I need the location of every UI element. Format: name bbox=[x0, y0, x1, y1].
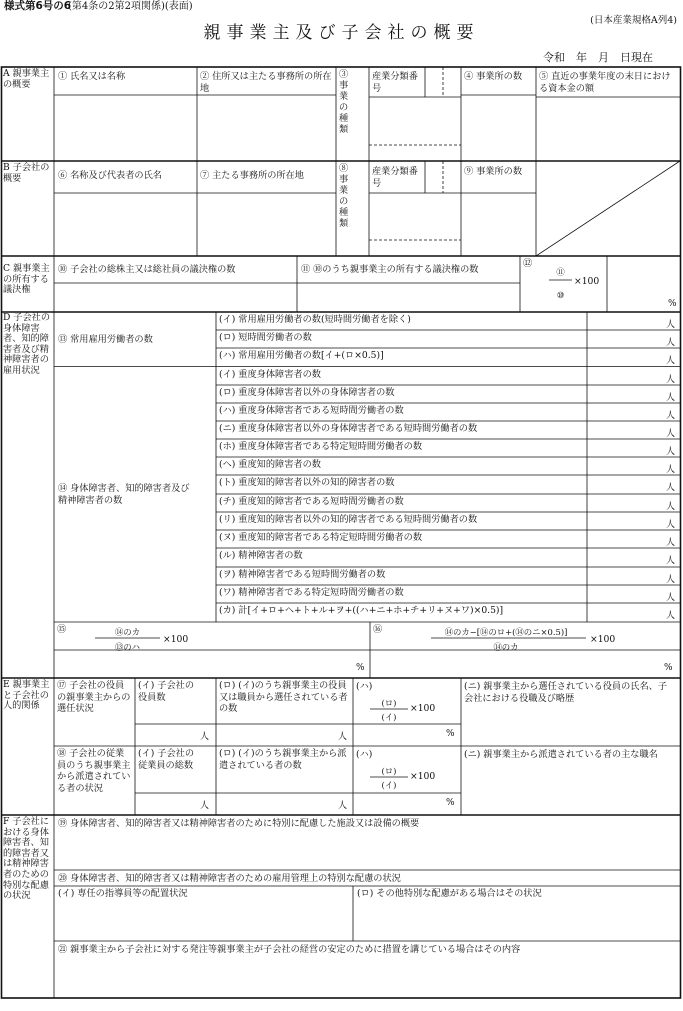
input-office-count-a[interactable] bbox=[462, 96, 535, 160]
field-11-label: ⑪ ⑩のうち親事業主の所有する議決権の数 bbox=[301, 264, 479, 275]
input-name[interactable] bbox=[55, 96, 196, 160]
regular-workers-row-unit: 人 bbox=[666, 320, 676, 330]
disabled-workers-row-count-input[interactable] bbox=[588, 386, 668, 402]
disabled-workers-row-unit: 人 bbox=[666, 465, 676, 475]
disabled-workers-row-label: (カ) 計[イ+ロ+ヘ+ト+ル+ヲ+((ハ+ニ+ホ+チ+リ+ヌ+ワ)×0.5)] bbox=[219, 605, 504, 616]
field-17-label: ⑰ 子会社の役員の親事業主からの選任状況 bbox=[57, 680, 131, 714]
input-office-count-b[interactable] bbox=[462, 194, 535, 255]
disabled-workers-row-label: (ワ) 精神障害者である特定短時間労働者の数 bbox=[219, 587, 404, 598]
disabled-workers-row-unit: 人 bbox=[666, 375, 676, 385]
industry-code-label-b: 産業分類番号 bbox=[372, 166, 418, 189]
regular-workers-row-label: (ハ) 常用雇用労働者の数[イ+(ロ×0.5)] bbox=[219, 350, 384, 361]
field-17-times100: ×100 bbox=[410, 703, 436, 714]
field-12-percent: % bbox=[668, 299, 677, 309]
field-16-denominator: ⑭のカ bbox=[493, 642, 519, 652]
field-12-denominator: ⑩ bbox=[556, 290, 565, 300]
form-number: 様式第6号の6 bbox=[4, 0, 72, 12]
input-voting-rights-total[interactable] bbox=[55, 284, 296, 311]
disabled-workers-row-label: (ホ) 重度身体障害者である特定短時間労働者の数 bbox=[219, 441, 423, 452]
field-12-times100: ×100 bbox=[574, 276, 600, 287]
section-e-label: E 親事業主と子会社の人的関係 bbox=[3, 679, 50, 712]
input-capital[interactable] bbox=[537, 98, 679, 160]
section-c-label: C 親事業主の所有する議決権 bbox=[3, 263, 50, 296]
field-1-label: ① 氏名又は名称 bbox=[58, 71, 126, 82]
field-13-label: ⑬ 常用雇用労働者の数 bbox=[58, 334, 153, 345]
disabled-workers-row-count-input[interactable] bbox=[588, 422, 668, 438]
disabled-workers-row-unit: 人 bbox=[666, 393, 676, 403]
disabled-workers-row-label: (リ) 重度知的障害者以外の知的障害者である短時間労働者の数 bbox=[219, 514, 478, 525]
field-15-percent: % bbox=[356, 663, 365, 673]
field-2-label: ② 住所又は主たる事務所の所在地 bbox=[200, 71, 332, 94]
form-subtitle: (第4条の2第2項関係)(表面) bbox=[68, 1, 193, 12]
page-title: 親事業主及び子会社の概要 bbox=[203, 23, 480, 43]
disabled-workers-row-label: (チ) 重度知的障害者である短時間労働者の数 bbox=[219, 496, 404, 507]
field-3-label: ③ 事業の種類 bbox=[339, 69, 349, 135]
date-label: 令和 年 月 日現在 bbox=[543, 51, 653, 64]
disabled-workers-row-count-input[interactable] bbox=[588, 404, 668, 420]
field-20-i-label: (イ) 専任の指導員等の配置状況 bbox=[58, 888, 188, 899]
input-employment-rate[interactable] bbox=[55, 651, 350, 677]
disabled-workers-row-label: (ロ) 重度身体障害者以外の身体障害者の数 bbox=[219, 387, 395, 398]
input-dispatched-titles[interactable] bbox=[462, 770, 679, 814]
field-18-label: ⑱ 子会社の従業員のうち親事業主から派遣されている者の状況 bbox=[57, 748, 131, 794]
disabled-workers-row-unit: 人 bbox=[666, 411, 676, 421]
disabled-workers-row-unit: 人 bbox=[666, 502, 676, 512]
input-instructor-placement[interactable] bbox=[55, 901, 352, 940]
disabled-workers-row-unit: 人 bbox=[666, 575, 676, 585]
field-17-numerator: (ロ) bbox=[381, 698, 397, 708]
disabled-workers-row-count-input[interactable] bbox=[588, 440, 668, 456]
field-4-label: ④ 事業所の数 bbox=[464, 71, 523, 82]
field-18-i-unit: 人 bbox=[200, 801, 210, 811]
field-18-ha-percent: % bbox=[446, 798, 455, 808]
input-subsidiary-name[interactable] bbox=[55, 194, 196, 255]
field-17-ni-label: (ニ) 親事業主から選任されている役員の氏名、子会社における役職及び略歴 bbox=[464, 681, 668, 704]
field-21-label: ㉑ 親事業主から子会社に対する発注等親事業主が子会社の経営の安定のために措置を講じている場合はその内容 bbox=[58, 944, 521, 955]
field-15-label: ⑮ bbox=[57, 624, 67, 635]
field-16-numerator: ⑭のカ−[⑭のロ+(⑭のニ×0.5)] bbox=[444, 627, 568, 637]
disabled-workers-row-label: (ヲ) 精神障害者である短時間労働者の数 bbox=[219, 569, 386, 580]
field-17-ro-label: (ロ) (イ)のうち親事業主の役員又は職員から選任されている者の数 bbox=[219, 680, 348, 714]
disabled-workers-row-count-input[interactable] bbox=[588, 586, 668, 602]
input-subsidiary-address[interactable] bbox=[198, 194, 335, 255]
field-18-i-label: (イ) 子会社の従業員の総数 bbox=[138, 748, 195, 771]
disabled-workers-row-unit: 人 bbox=[666, 556, 676, 566]
disabled-workers-row-unit: 人 bbox=[666, 520, 676, 530]
input-parent-measures[interactable] bbox=[55, 957, 679, 997]
field-18-denominator: (イ) bbox=[381, 780, 397, 790]
field-5-label: ⑤ 直近の事業年度の末日における資本金の額 bbox=[539, 71, 671, 94]
field-17-denominator: (イ) bbox=[381, 712, 397, 722]
field-7-label: ⑦ 主たる事務所の所在地 bbox=[200, 170, 304, 181]
disabled-workers-row-label: (ヌ) 重度知的障害者である特定短時間労働者の数 bbox=[219, 532, 423, 543]
disabled-workers-row-label: (ト) 重度知的障害者以外の知的障害者の数 bbox=[219, 477, 395, 488]
disabled-workers-row-label: (イ) 重度身体障害者の数 bbox=[219, 369, 321, 380]
disabled-workers-row-unit: 人 bbox=[666, 429, 676, 439]
regular-workers-row-count-input[interactable] bbox=[588, 349, 668, 365]
disabled-workers-row-count-input[interactable] bbox=[588, 458, 668, 474]
field-20-label: ⑳ 身体障害者、知的障害者又は精神障害者のための雇用管理上の特別な配慮の状況 bbox=[58, 873, 401, 884]
disabled-workers-row-label: (ニ) 重度身体障害者以外の身体障害者である短時間労働者の数 bbox=[219, 423, 478, 434]
input-business-type-b[interactable] bbox=[370, 194, 460, 255]
disabled-workers-row-unit: 人 bbox=[666, 593, 676, 603]
field-17-i-unit: 人 bbox=[200, 732, 210, 742]
disabled-workers-row-unit: 人 bbox=[666, 483, 676, 493]
field-18-ro-unit: 人 bbox=[338, 801, 348, 811]
field-9-label: ⑨ 事業所の数 bbox=[464, 166, 523, 177]
field-16-percent: % bbox=[664, 663, 673, 673]
regular-workers-row-unit: 人 bbox=[666, 356, 676, 366]
disabled-workers-row-label: (ハ) 重度身体障害者である短時間労働者の数 bbox=[219, 405, 404, 416]
input-voting-rights-owned[interactable] bbox=[298, 284, 519, 311]
input-business-type-a[interactable] bbox=[370, 98, 460, 160]
field-14-label: ⑭ 身体障害者、知的障害者及び精神障害者の数 bbox=[58, 483, 190, 506]
disabled-workers-row-unit: 人 bbox=[666, 447, 676, 457]
section-b-label: B 子会社の概要 bbox=[3, 162, 50, 184]
section-a-label: A 親事業主の概要 bbox=[3, 68, 50, 90]
field-20-ro-label: (ロ) その他特別な配慮がある場合はその状況 bbox=[357, 888, 542, 899]
field-12-numerator: ⑪ bbox=[556, 267, 565, 277]
disabled-workers-row-count-input[interactable] bbox=[588, 476, 668, 492]
regular-workers-row-count-input[interactable] bbox=[588, 313, 668, 329]
disabled-workers-row-count-input[interactable] bbox=[588, 568, 668, 584]
disabled-workers-row-unit: 人 bbox=[666, 611, 676, 621]
field-17-ha-label: (ハ) bbox=[356, 681, 373, 692]
disabled-workers-row-count-input[interactable] bbox=[588, 549, 668, 565]
section-d-label: D 子会社の身体障害者、知的障害者及び精神障害者の雇用状況 bbox=[3, 312, 51, 376]
disabled-workers-row-count-input[interactable] bbox=[588, 495, 668, 511]
field-8-label: ⑧ 事業の種類 bbox=[339, 163, 349, 229]
field-18-times100: ×100 bbox=[410, 771, 436, 782]
field-16-label: ⑯ bbox=[373, 624, 383, 635]
field-17-ha-percent: % bbox=[446, 729, 455, 739]
field-19-label: ⑲ 身体障害者、知的障害者又は精神障害者のために特別に配慮した施設又は設備の概要 bbox=[58, 818, 420, 829]
regular-workers-row-label: (ロ) 短時間労働者の数 bbox=[219, 332, 312, 343]
field-18-numerator: (ロ) bbox=[381, 766, 397, 776]
field-10-label: ⑩ 子会社の総株主又は総社員の議決権の数 bbox=[58, 264, 236, 275]
field-17-ro-unit: 人 bbox=[338, 732, 348, 742]
input-address[interactable] bbox=[198, 96, 335, 160]
field-16-times100: ×100 bbox=[590, 634, 616, 645]
regular-workers-row-label: (イ) 常用雇用労働者の数(短時間労働者を除く) bbox=[219, 314, 411, 325]
input-facilities[interactable] bbox=[55, 832, 679, 869]
field-12-label: ⑫ bbox=[523, 258, 533, 269]
disabled-workers-row-count-input[interactable] bbox=[588, 531, 668, 547]
regular-workers-row-unit: 人 bbox=[666, 338, 676, 348]
field-15-denominator: ⑬のハ bbox=[114, 642, 141, 652]
input-other-considerations[interactable] bbox=[354, 901, 679, 940]
regular-workers-row-count-input[interactable] bbox=[588, 331, 668, 347]
industry-code-label-a: 産業分類番号 bbox=[372, 71, 418, 94]
input-mental-ratio[interactable] bbox=[371, 651, 661, 677]
section-f-label: F 子会社における身体障害者、知的障害者又は精神障害者のための特別な配慮の状況 bbox=[3, 816, 50, 902]
field-6-label: ⑥ 名称及び代表者の氏名 bbox=[58, 170, 162, 181]
disabled-workers-row-count-input[interactable] bbox=[588, 604, 668, 620]
disabled-workers-row-label: (ル) 精神障害者の数 bbox=[219, 550, 303, 561]
disabled-workers-row-count-input[interactable] bbox=[588, 368, 668, 384]
field-18-ro-label: (ロ) (イ)のうち親事業主から派遣されている者の数 bbox=[219, 748, 347, 771]
disabled-workers-row-count-input[interactable] bbox=[588, 513, 668, 529]
disabled-workers-row-label: (ヘ) 重度知的障害者の数 bbox=[219, 459, 321, 470]
field-17-i-label: (イ) 子会社の役員数 bbox=[138, 680, 195, 703]
input-officer-details[interactable] bbox=[462, 704, 679, 745]
field-15-numerator: ⑭のカ bbox=[114, 627, 141, 637]
paper-standard: (日本産業規格A列4) bbox=[590, 15, 677, 26]
field-18-ni-label: (ニ) 親事業主から派遣されている者の主な職名 bbox=[464, 749, 658, 760]
field-15-times100: ×100 bbox=[163, 634, 189, 645]
disabled-workers-row-unit: 人 bbox=[666, 538, 676, 548]
field-18-ha-label: (ハ) bbox=[356, 749, 373, 760]
